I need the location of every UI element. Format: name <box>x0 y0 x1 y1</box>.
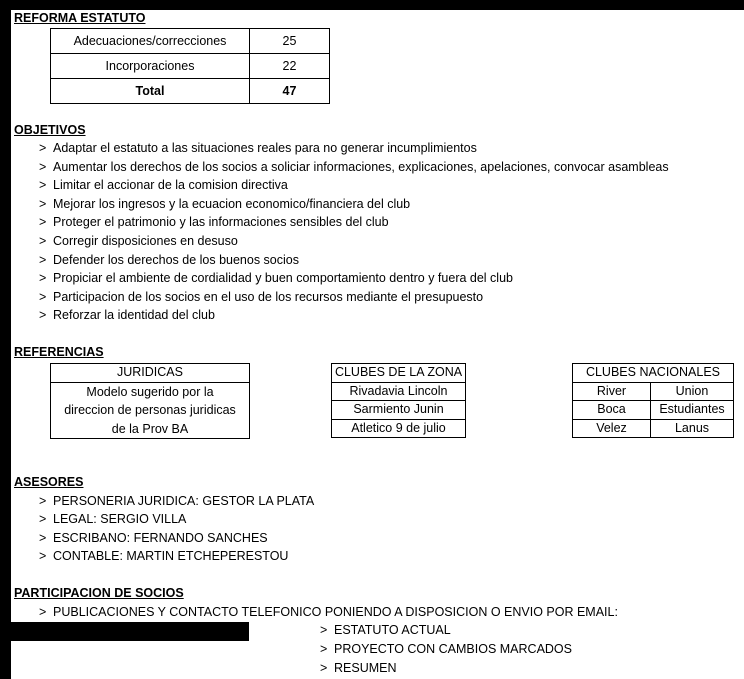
bullet-marker: > <box>320 661 328 675</box>
table-row <box>332 382 466 401</box>
list-item <box>39 271 513 285</box>
bullet-marker: > <box>39 271 47 285</box>
asesor-text: PERSONERIA JURIDICA: GESTOR LA PLATA <box>53 494 315 508</box>
list-item <box>320 623 451 637</box>
table-row <box>332 401 466 420</box>
objetivo-text: Defender los derechos de los buenos socios <box>53 253 299 267</box>
reforma-label: Incorporaciones <box>51 54 250 79</box>
list-item <box>39 308 215 322</box>
zona-club: Rivadavia Lincoln <box>332 382 466 401</box>
list-item <box>39 494 314 508</box>
bullet-marker: > <box>39 605 47 619</box>
list-item <box>39 549 288 563</box>
document-sheet <box>11 10 744 679</box>
reforma-table <box>50 28 330 104</box>
objetivo-text: Reforzar la identidad del club <box>53 308 215 322</box>
asesor-text: LEGAL: SERGIO VILLA <box>53 512 187 526</box>
table-row <box>332 364 466 383</box>
participacion-text: ESTATUTO ACTUAL <box>334 623 451 637</box>
list-item <box>39 531 268 545</box>
list-item <box>39 253 299 267</box>
table-row <box>51 364 250 383</box>
table-row <box>51 79 330 104</box>
zona-club: Atletico 9 de julio <box>332 419 466 438</box>
asesor-text: ESCRIBANO: FERNANDO SANCHES <box>53 531 268 545</box>
bullet-marker: > <box>39 141 47 155</box>
bullet-marker: > <box>39 494 47 508</box>
redaction-bar <box>11 622 249 641</box>
bullet-marker: > <box>39 197 47 211</box>
reforma-heading: REFORMA ESTATUTO <box>14 11 146 25</box>
objetivo-text: Propiciar el ambiente de cordialidad y buen comportamiento dentro y fuera del club <box>53 271 513 285</box>
table-row <box>51 54 330 79</box>
list-item <box>39 215 389 229</box>
asesor-text: CONTABLE: MARTIN ETCHEPERESTOU <box>53 549 289 563</box>
participacion-heading: PARTICIPACION DE SOCIOS <box>14 586 184 600</box>
nacional-club: Union <box>651 382 734 401</box>
bullet-marker: > <box>320 623 328 637</box>
objetivos-heading: OBJETIVOS <box>14 123 86 137</box>
bullet-marker: > <box>39 512 47 526</box>
objetivo-text: Corregir disposiciones en desuso <box>53 234 238 248</box>
list-item <box>320 661 397 675</box>
juridicas-table <box>50 363 250 439</box>
bullet-marker: > <box>39 160 47 174</box>
nacionales-header: CLUBES NACIONALES <box>573 364 734 383</box>
participacion-intro-text: PUBLICACIONES Y CONTACTO TELEFONICO PONIENDO A DISPOSICION O ENVIO POR EMAIL: <box>53 605 618 619</box>
bullet-marker: > <box>39 178 47 192</box>
list-item <box>39 290 483 304</box>
bullet-marker: > <box>39 290 47 304</box>
objetivo-text: Participacion de los socios en el uso de los recursos mediante el presupuesto <box>53 290 484 304</box>
bullet-marker: > <box>320 642 328 656</box>
juridicas-cell <box>51 382 250 439</box>
participacion-intro <box>39 605 618 619</box>
juridicas-header: JURIDICAS <box>51 364 250 383</box>
reforma-total-value: 47 <box>250 79 330 104</box>
participacion-text: RESUMEN <box>334 661 397 675</box>
nacional-club: Boca <box>573 401 651 420</box>
bullet-marker: > <box>39 234 47 248</box>
table-row <box>573 364 734 383</box>
list-item <box>39 178 288 192</box>
reforma-value: 25 <box>250 29 330 54</box>
bullet-marker: > <box>39 253 47 267</box>
juridicas-line: direccion de personas juridicas <box>64 403 236 417</box>
asesores-heading: ASESORES <box>14 475 84 489</box>
table-row <box>573 382 734 401</box>
participacion-text: PROYECTO CON CAMBIOS MARCADOS <box>334 642 572 656</box>
bullet-marker: > <box>39 215 47 229</box>
reforma-value: 22 <box>250 54 330 79</box>
table-row <box>51 29 330 54</box>
nacional-club: Estudiantes <box>651 401 734 420</box>
table-row <box>573 419 734 438</box>
bullet-marker: > <box>39 549 47 563</box>
objetivo-text: Aumentar los derechos de los socios a soliciar informaciones, explicaciones, apelaciones, convocar asambleas <box>53 160 669 174</box>
nacional-club: Velez <box>573 419 651 438</box>
zona-club: Sarmiento Junin <box>332 401 466 420</box>
objetivo-text: Adaptar el estatuto a las situaciones reales para no generar incumplimientos <box>53 141 477 155</box>
table-row <box>332 419 466 438</box>
bullet-marker: > <box>39 531 47 545</box>
juridicas-line: Modelo sugerido por la <box>86 384 214 399</box>
bullet-marker: > <box>39 308 47 322</box>
list-item <box>39 512 186 526</box>
zona-header: CLUBES DE LA ZONA <box>332 364 466 383</box>
objetivo-text: Proteger el patrimonio y las informaciones sensibles del club <box>53 215 389 229</box>
clubes-zona-table <box>331 363 466 438</box>
list-item <box>39 141 477 155</box>
list-item <box>320 642 572 656</box>
nacional-club: River <box>573 382 651 401</box>
objetivo-text: Mejorar los ingresos y la ecuacion economico/financiera del club <box>53 197 411 211</box>
juridicas-line: de la Prov BA <box>111 421 189 436</box>
referencias-heading: REFERENCIAS <box>14 345 104 359</box>
list-item <box>39 234 238 248</box>
list-item <box>39 160 669 174</box>
objetivo-text: Limitar el accionar de la comision directiva <box>53 178 288 192</box>
nacional-club: Lanus <box>651 419 734 438</box>
list-item <box>39 197 410 211</box>
reforma-label: Adecuaciones/correcciones <box>51 29 250 54</box>
clubes-nacionales-table <box>572 363 734 438</box>
table-row <box>573 401 734 420</box>
reforma-total-label: Total <box>51 79 250 104</box>
table-row <box>51 382 250 439</box>
